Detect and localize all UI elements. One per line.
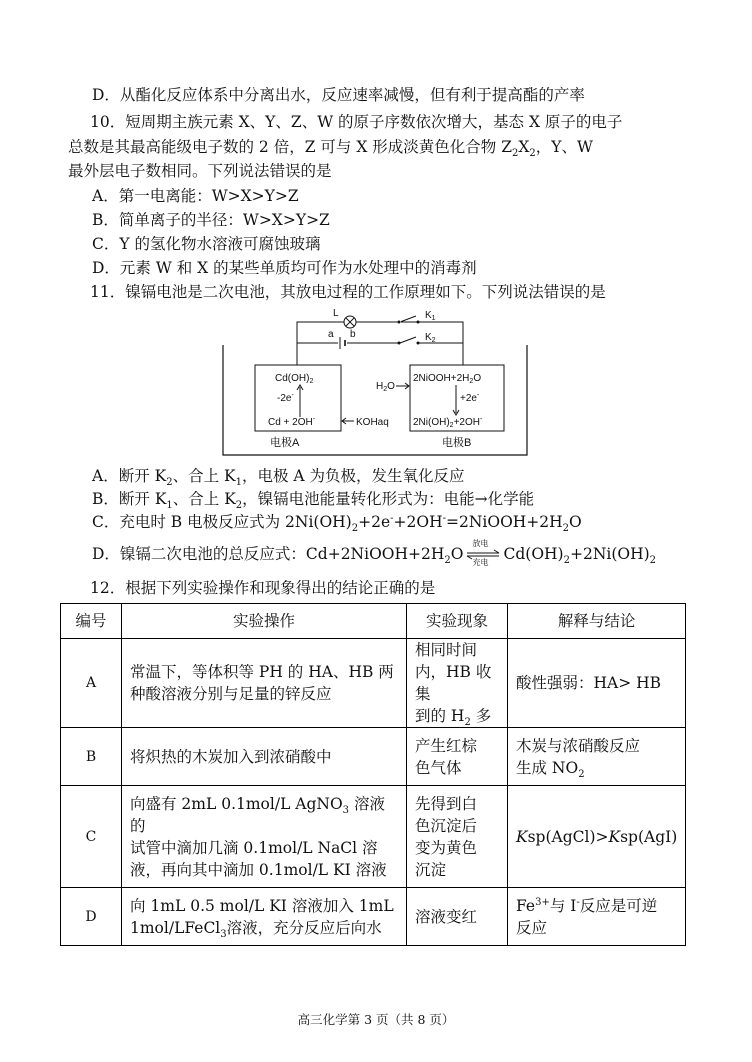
row-conclusion: 木炭与浓硝酸反应 生成 $NO_2$ [508,728,686,786]
experiment-table [60,603,686,946]
row-phenomenon: 产生红棕 色气体 [407,728,508,786]
row-phenomenon: 相同时间 内，HB 收集 到的 $H_2$ 多 [407,639,508,728]
page-footer: 高三化学第 3 页（共 8 页） [297,1012,455,1027]
q11-stem: 11．镍镉电池是二次电池，其放电过程的工作原理如下。下列说法错误的是 [90,283,606,301]
electrode-a-bottom: Cd + 2OH- [268,416,316,428]
row-id: D [61,888,122,946]
q11-option-a: A．断开 $K_2$、合上 $K_1$，电极 A 为负极，发生氧化反应 [92,467,465,489]
row-phenomenon: 溶液变红 [407,888,508,946]
electrode-b-bottom: $2Ni(OH)_2+2OH^-$ [413,416,483,429]
header-operation: 实验操作 [122,604,407,639]
row-operation: 向盛有 2mL 0.1mol/L AgNO$_3$ 溶液的 试管中滴加几滴 0.1mol/L NaCl 溶 液，再向其中滴加 0.1mol/L KI 溶液 [122,786,407,888]
row-id: A [61,639,122,728]
row-operation: 将炽热的木炭加入到浓硝酸中 [122,728,407,786]
h2o-label: $H_2O$ [376,381,395,393]
reversible-arrow: 放电 充电 [466,544,500,566]
row-operation: 常温下，等体积等 PH 的 HA、HB 两 种酸溶液分别与足量的锌反应 [122,639,407,728]
q11-option-d: D．镍镉二次电池的总反应式：$Cd+2NiOOH+2H_2O$ 放电 充电 $Cd(OH)_2+2Ni(OH)_2$ [92,539,657,567]
header-phenomenon: 实验现象 [407,604,508,639]
q10-option-c: C．Y 的氢化物水溶液可腐蚀玻璃 [92,235,321,253]
q11-option-c: C．充电时 B 电极反应式为 $2Ni(OH)_2+2e^-+2OH^-=2NiOOH+2H_2O$ [92,512,582,535]
b-label: b [350,329,356,340]
a-label: a [328,329,334,340]
electrode-a-label: 电极A [270,437,300,449]
q10-option-a: A．第一电离能：W>X>Y>Z [92,187,299,205]
row-conclusion: Ksp(AgCl)>Ksp(AgI) [508,786,686,888]
q10-stem-line3: 最外层电子数相同。下列说法错误的是 [68,162,332,180]
electrode-b-label: 电极B [442,437,472,449]
lamp-label: L [333,308,339,319]
table-row [61,888,686,946]
q10-stem-line2: 总数是其最高能级电子数的 2 倍，Z 可与 X 形成淡黄色化合物 $Z_2X_2$，Y、W [68,138,593,160]
electrode-b-top: $2NiOOH+2H_2O$ [413,373,482,385]
q12-stem: 12．根据下列实验操作和现象得出的结论正确的是 [90,579,436,597]
row-operation: 向 1mL 0.5 mol/L KI 溶液加入 1mL 1mol/LFeCl$_3$溶液，充分反应后向水 [122,888,407,946]
header-id: 编号 [61,604,122,639]
q10-option-b: B．简单离子的半径：W>X>Y>Z [92,211,330,229]
k1-switch [400,316,416,322]
table-row [61,639,686,728]
electrode-a-mid: -2e- [277,392,294,404]
q11-option-b: B．断开 $K_1$、合上 $K_2$，镍镉电池能量转化形式为：电能→化学能 [92,490,535,512]
q10-stem-line1: 10．短周期主族元素 X、Y、Z、W 的原子序数依次增大，基态 X 原子的电子 [90,113,623,131]
table-row [61,728,686,786]
electrode-a-top: $Cd(OH)_2$ [275,373,314,385]
koh-label: KOHaq [356,417,389,428]
row-phenomenon: 先得到白 色沉淀后 变为黄色 沉淀 [407,786,508,888]
table-header-row [61,604,686,639]
k1-label: $K_1$ [425,310,436,322]
electrode-b-mid: +2e- [460,392,480,404]
table-row [61,786,686,888]
row-id: C [61,786,122,888]
row-conclusion: $Fe^{3+}$与 I-反应是可逆 反应 [508,888,686,946]
nicd-battery-diagram [220,305,530,463]
k2-switch [400,337,416,343]
k2-label: $K_2$ [425,332,436,344]
q9-option-d: D．从酯化反应体系中分离出水，反应速率减慢，但有利于提高酯的产率 [92,86,585,104]
header-conclusion: 解释与结论 [508,604,686,639]
q10-option-d: D．元素 W 和 X 的某些单质均可作为水处理中的消毒剂 [92,259,477,277]
row-conclusion: 酸性强弱：HA> HB [508,639,686,728]
row-id: B [61,728,122,786]
